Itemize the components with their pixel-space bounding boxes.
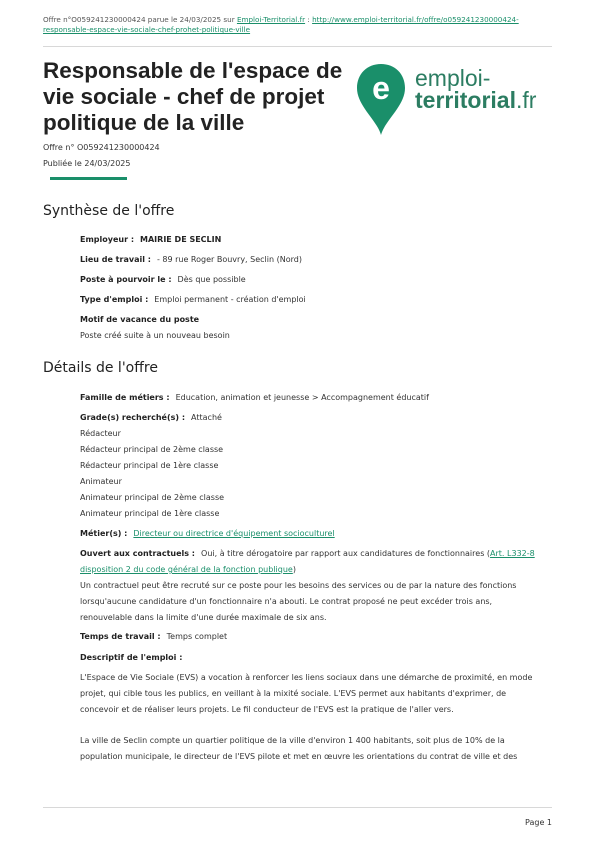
text-line: renouvelable dans la limite d'une durée maximale de six ans.	[80, 613, 327, 622]
contract-open-row	[80, 546, 555, 578]
job-family-value: Education, animation et jeunesse > Accompagnement éducatif	[175, 393, 429, 402]
description-paragraph-2	[80, 733, 555, 765]
text-line: L'Espace de Vie Sociale (EVS) a vocation à renforcer les liens sociaux dans une démarche de proximité, en mode	[80, 673, 533, 682]
vacancy-reason-label-row	[80, 312, 555, 328]
grade-item: Animateur principal de 2ème classe	[80, 493, 225, 502]
workplace-row	[80, 252, 555, 268]
grades-label: Grade(s) recherché(s) :	[80, 413, 186, 422]
grade-item: Animateur principal de 1ère classe	[80, 509, 220, 518]
accent-bar	[50, 177, 127, 180]
job-description-label: Descriptif de l'emploi :	[80, 653, 183, 662]
grade-item: Rédacteur principal de 2ème classe	[80, 445, 224, 454]
text-line: concevoir et de réaliser leurs projets. Le fil conducteur de l'EVS est la pratique de l'aller vers.	[80, 705, 454, 714]
logo-line-1: emploi-	[415, 65, 491, 91]
legal-article-link[interactable]: Art. L332-8	[490, 549, 535, 558]
published-date: Publiée le 24/03/2025	[43, 159, 131, 168]
employer-label: Employeur :	[80, 235, 135, 244]
grade-item: Rédacteur	[80, 429, 121, 438]
header-source-line	[43, 15, 555, 35]
job-type-value: Emploi permanent - création d'emploi	[154, 295, 306, 304]
site-link[interactable]: Emploi-Territorial.fr	[236, 15, 306, 24]
grades-list	[80, 426, 555, 522]
offer-url-link-1[interactable]: http://www.emploi-territorial.fr/offre/o059241230000424-	[312, 15, 519, 24]
trade-row	[80, 526, 555, 542]
work-time-value: Temps complet	[166, 632, 228, 641]
job-description-label-row	[80, 650, 555, 666]
workplace-value: - 89 rue Roger Bouvry, Seclin (Nord)	[156, 255, 302, 264]
vacancy-reason-label: Motif de vacance du poste	[80, 315, 200, 324]
header-divider	[43, 46, 552, 47]
logo-mark: e	[372, 70, 390, 106]
contract-open-label: Ouvert aux contractuels :	[80, 549, 196, 558]
employer-row	[80, 232, 555, 248]
start-date-row	[80, 272, 555, 288]
grade-item: Attaché	[191, 413, 222, 422]
header-sep: :	[305, 15, 313, 24]
logo-line-2-main: territorial	[415, 87, 516, 113]
text-line: population municipale, le directeur de l'EVS pilote et met en œuvre les orientations du contrat de ville et des	[80, 752, 518, 761]
logo-line-2	[415, 87, 536, 114]
footer-divider	[43, 807, 552, 808]
map-pin-logo-icon	[355, 62, 407, 137]
workplace-label: Lieu de travail :	[80, 255, 151, 264]
header-prefix: Offre n°O059241230000424 parue le 24/03/2025 sur	[43, 15, 237, 24]
job-type-label: Type d'emploi :	[80, 295, 149, 304]
start-date-label: Poste à pourvoir le :	[80, 275, 172, 284]
section-details-title: Détails de l'offre	[43, 360, 158, 376]
text-line: lorsqu'aucune candidature d'un fonctionnaire n'a abouti. Le contrat proposé ne peut excéder trois ans,	[80, 597, 493, 606]
work-time-label: Temps de travail :	[80, 632, 161, 641]
section-synthese-title: Synthèse de l'offre	[43, 203, 175, 219]
grade-item: Rédacteur principal de 1ère classe	[80, 461, 219, 470]
offer-url-link-2[interactable]: responsable-espace-vie-sociale-chef-prohet-politique-ville	[43, 25, 251, 34]
grade-item: Animateur	[80, 477, 122, 486]
text-line: Un contractuel peut être recruté sur ce poste pour les besoins des services ou de par la nature des fonctions	[80, 581, 517, 590]
contract-open-text: Oui, à titre dérogatoire par rapport aux candidatures de fonctionnaires (	[201, 549, 491, 558]
page-number: Page 1	[525, 818, 552, 827]
start-date-value: Dès que possible	[177, 275, 246, 284]
text-line: La ville de Seclin compte un quartier politique de la ville d'environ 1 400 habitants, soit plus de 10% de la	[80, 736, 505, 745]
emploi-territorial-logo	[355, 62, 555, 137]
text-line: projet, qui cible tous les publics, en veillant à la mixité sociale. L'EVS permet aux habitants d'exprimer, de	[80, 689, 507, 698]
legal-article-link-cont[interactable]: disposition 2 du code général de la fonction publique	[80, 565, 293, 574]
description-paragraph-1	[80, 670, 555, 718]
contract-explanation	[80, 578, 555, 626]
trade-link[interactable]: Directeur ou directrice d'équipement socioculturel	[133, 529, 335, 538]
job-type-row	[80, 292, 555, 308]
trade-label: Métier(s) :	[80, 529, 128, 538]
job-family-row	[80, 390, 555, 406]
page-title: Responsable de l'espace de vie sociale - chef de projet politique de la ville	[43, 58, 343, 135]
logo-tld: .fr	[515, 87, 537, 113]
job-family-label: Famille de métiers :	[80, 393, 170, 402]
grades-row	[80, 410, 555, 426]
employer-value: MAIRIE DE SECLIN	[140, 235, 222, 244]
work-time-row	[80, 629, 555, 645]
offer-number: Offre n° O059241230000424	[43, 143, 160, 152]
contract-open-close: )	[292, 565, 296, 574]
vacancy-reason-value: Poste créé suite à un nouveau besoin	[80, 331, 230, 340]
